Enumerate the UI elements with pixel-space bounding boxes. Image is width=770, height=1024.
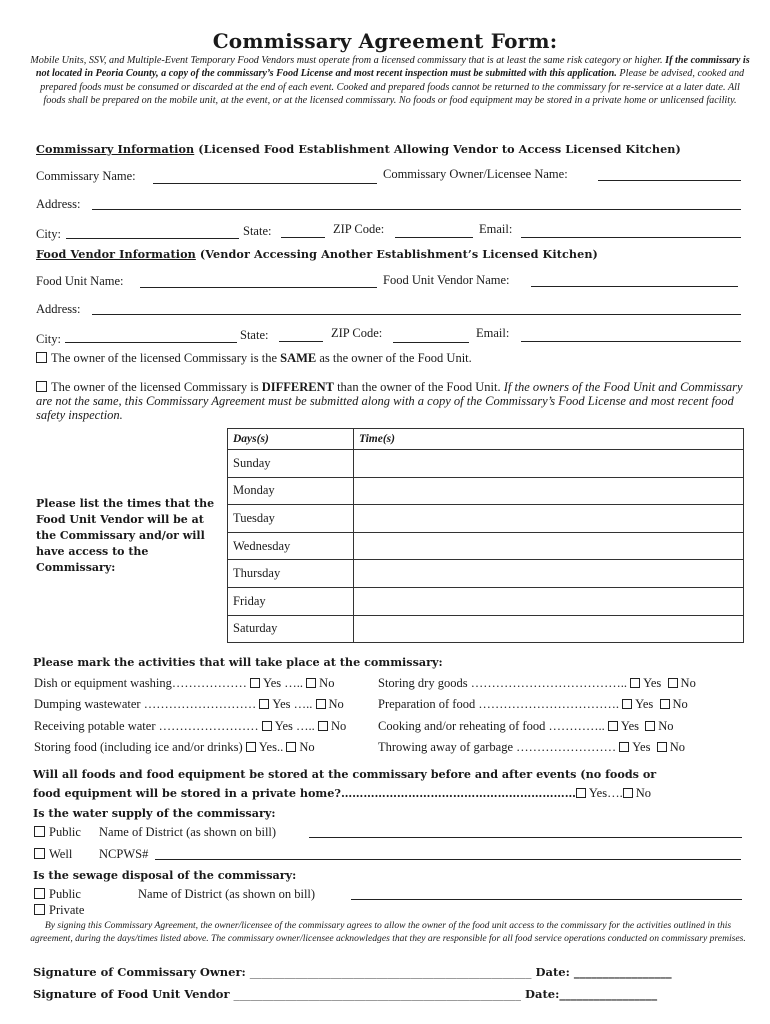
activity-no-label: No [299, 740, 315, 754]
activity-label: Storing food (including ice and/or drinks) [34, 740, 246, 754]
activity-label: Dish or equipment washing……………… [34, 676, 250, 690]
activity-yes-label: Yes [635, 697, 654, 711]
table-row [228, 615, 744, 643]
vendor-address-field[interactable] [92, 314, 741, 315]
storage-question-line2 [33, 786, 651, 801]
activity-yes-label: Yes [620, 719, 640, 733]
time-cell[interactable] [354, 450, 744, 478]
vendor-address-label: Address: [36, 302, 81, 316]
storage-no-checkbox[interactable] [623, 788, 633, 798]
commissary-state-field[interactable] [281, 237, 325, 238]
owner-different-italic: If the owners of the Food Unit and Commissary are not the same, this Commissary Agreement must be submitted along with a copy of the Commissary’s Food License and most recent food safety inspection. [36, 380, 743, 422]
commissary-address-field[interactable] [92, 209, 741, 210]
owner-same-text-bold: SAME [280, 351, 317, 365]
activity-no-label: No [330, 719, 347, 733]
commissary-zip-label: ZIP Code: [333, 222, 385, 236]
vendor-heading-rest: (Vendor Accessing Another Establishment’s Licensed Kitchen) [195, 247, 598, 261]
activity-no-label: No [669, 740, 686, 754]
water-public-checkbox[interactable] [34, 826, 45, 837]
storage-no-label: No [635, 786, 651, 800]
water-public-label: Public [49, 825, 81, 839]
activity-yes-label: Yes [643, 676, 662, 690]
food-unit-name-field[interactable] [140, 287, 377, 288]
sewage-public-option[interactable] [34, 887, 81, 902]
vendor-zip-label: ZIP Code: [331, 326, 383, 340]
activity-row [34, 676, 334, 691]
water-district-field[interactable] [309, 837, 742, 838]
vendor-state-field[interactable] [279, 341, 323, 342]
vendor-email-field[interactable] [521, 341, 741, 342]
activity-row [378, 740, 685, 755]
commissary-owner-field[interactable] [598, 180, 741, 181]
commissary-address-label: Address: [36, 197, 81, 211]
schedule-header-row [228, 429, 744, 450]
sewage-district-field[interactable] [351, 899, 742, 900]
vendor-signature-field[interactable]: __________________________________________________ [233, 987, 522, 1001]
days-column-header: Days(s) [228, 429, 354, 450]
activity-row [378, 719, 674, 734]
activity-yes-checkbox[interactable] [608, 721, 618, 731]
day-cell: Friday [228, 587, 354, 615]
ncpws-field[interactable] [155, 859, 741, 860]
commissary-city-label: City: [36, 227, 62, 241]
storage-yes-checkbox[interactable] [576, 788, 586, 798]
owner-different-text-post: than the owner of the Food Unit. [333, 380, 504, 394]
food-unit-name-label: Food Unit Name: [36, 274, 124, 288]
sewage-heading: Is the sewage disposal of the commissary: [33, 868, 297, 882]
day-cell: Saturday [228, 615, 354, 643]
agreement-disclaimer: By signing this Commissary Agreement, the owner/licensee of the commissary agrees to allow the owner of the food unit access to the commissary for the activities outlined in this agreement, during the days/times listed above. The commissary owner/licensee acknowledges that they are responsible for all food service operations conducted on commissary premises. [30, 920, 746, 944]
commissary-zip-field[interactable] [395, 237, 473, 238]
activity-yes-checkbox[interactable] [630, 678, 640, 688]
activity-yes-checkbox[interactable] [246, 742, 256, 752]
sewage-private-checkbox[interactable] [34, 904, 45, 915]
activity-no-checkbox[interactable] [645, 721, 655, 731]
vendor-date-field[interactable]: Date:_________________ [521, 987, 658, 1001]
day-cell: Monday [228, 477, 354, 505]
table-row [228, 560, 744, 588]
activity-no-checkbox[interactable] [318, 721, 328, 731]
activities-heading: Please mark the activities that will take place at the commissary: [33, 655, 443, 669]
owner-same-checkbox[interactable] [36, 352, 47, 363]
sewage-public-label: Public [49, 887, 81, 901]
table-row [228, 450, 744, 478]
activity-no-label: No [319, 676, 335, 690]
commissary-name-label: Commissary Name: [36, 169, 136, 183]
activity-no-checkbox[interactable] [657, 742, 667, 752]
vendor-signature-label: Signature of Food Unit Vendor [33, 987, 234, 1001]
intro-text-bold: If the commissary is not located in Peoria County, a copy of the commissary’s Food License and most recent inspection must be submitted with this application. [35, 55, 750, 80]
table-row [228, 532, 744, 560]
activity-yes-checkbox[interactable] [619, 742, 629, 752]
sewage-district-label: Name of District (as shown on bill) [138, 887, 316, 901]
activity-row [34, 719, 346, 734]
water-well-label: Well [49, 847, 73, 861]
vendor-city-label: City: [36, 332, 62, 346]
activity-label: Receiving potable water …………………… [34, 719, 262, 733]
activity-yes-checkbox[interactable] [250, 678, 260, 688]
activity-yes-label: Yes.. [258, 740, 284, 754]
commissary-heading-rest: (Licensed Food Establishment Allowing Vendor to Access Licensed Kitchen) [194, 142, 681, 156]
time-cell[interactable] [354, 477, 744, 505]
activity-no-checkbox[interactable] [660, 699, 670, 709]
water-supply-heading: Is the water supply of the commissary: [33, 806, 276, 820]
commissary-state-label: State: [243, 224, 272, 238]
schedule-table [227, 428, 744, 643]
commissary-section-heading [36, 142, 681, 156]
day-cell: Sunday [228, 450, 354, 478]
owner-same-option[interactable] [36, 351, 746, 365]
water-well-checkbox[interactable] [34, 848, 45, 859]
sewage-private-option[interactable] [34, 903, 84, 918]
day-cell: Wednesday [228, 532, 354, 560]
owner-signature-row [33, 965, 672, 979]
activity-row [34, 697, 344, 712]
time-cell[interactable] [354, 505, 744, 533]
day-cell: Tuesday [228, 505, 354, 533]
vendor-state-label: State: [240, 328, 269, 342]
water-district-label: Name of District (as shown on bill) [99, 825, 277, 839]
storage-question-text: food equipment will be stored in a private home?……………………………………………………… [33, 786, 576, 800]
activity-yes-label: Yes ….. [272, 697, 313, 711]
commissary-email-label: Email: [479, 222, 513, 236]
activity-yes-checkbox[interactable] [259, 699, 269, 709]
time-cell[interactable] [354, 532, 744, 560]
commissary-owner-label: Commissary Owner/Licensee Name: [383, 167, 568, 181]
vendor-zip-field[interactable] [393, 342, 469, 343]
water-well-option[interactable] [34, 847, 72, 862]
schedule-instructions: Please list the times that the Food Unit Vendor will be at the Commissary and/or will have access to the Commissary: [36, 497, 215, 574]
activity-label: Preparation of food ……………………………. [378, 697, 623, 711]
owner-same-text-post: as the owner of the Food Unit. [316, 351, 472, 365]
owner-signature-label: Signature of Commissary Owner: [33, 965, 250, 979]
ncpws-label: NCPWS# [99, 847, 149, 861]
activity-row [378, 697, 688, 712]
owner-different-text-bold: DIFFERENT [261, 380, 334, 394]
activity-no-checkbox[interactable] [306, 678, 316, 688]
activity-no-label: No [672, 697, 688, 711]
sewage-public-checkbox[interactable] [34, 888, 45, 899]
vendor-email-label: Email: [476, 326, 510, 340]
owner-same-text-pre: The owner of the licensed Commissary is the [51, 351, 281, 365]
vendor-section-heading [36, 247, 598, 261]
activity-no-label: No [658, 719, 674, 733]
water-public-option[interactable] [34, 825, 81, 840]
owner-date-field[interactable]: Date: _________________ [531, 965, 672, 979]
sewage-private-label: Private [49, 903, 85, 917]
commissary-heading-underlined: Commissary Information [36, 142, 195, 156]
activity-no-checkbox[interactable] [286, 742, 296, 752]
vendor-heading-underlined: Food Vendor Information [36, 247, 196, 261]
times-column-header: Time(s) [354, 429, 744, 450]
table-row [228, 587, 744, 615]
time-cell[interactable] [354, 587, 744, 615]
owner-different-text-pre: The owner of the licensed Commissary is [51, 380, 262, 394]
activity-yes-label: Yes ….. [274, 719, 315, 733]
activity-yes-label: Yes ….. [262, 676, 304, 690]
activity-label: Cooking and/or reheating of food ………….. [378, 719, 608, 733]
intro-text-3: Please be advised, cooked and prepared foods must be consumed or discarded at the end of each event. Cooked and prepared foods cannot be returned to the commissary for re-service at a later date. All foods shall be prepared on the mobile unit, at the event, or at the licensed commissary. No foods or food equipment may be stored in a private home or unlicensed facility. [40, 68, 745, 107]
activity-no-checkbox[interactable] [316, 699, 326, 709]
activity-label: Dumping wastewater ……………………… [34, 697, 260, 711]
owner-signature-field[interactable]: _________________________________________________ [249, 965, 532, 979]
activity-yes-label: Yes [632, 740, 651, 754]
commissary-name-field[interactable] [153, 183, 377, 184]
activity-label: Throwing away of garbage …………………… [378, 740, 620, 754]
page-title: Commissary Agreement Form: [212, 29, 558, 53]
commissary-email-field[interactable] [521, 237, 741, 238]
time-cell[interactable] [354, 560, 744, 588]
activity-yes-checkbox[interactable] [262, 721, 272, 731]
food-unit-vendor-label: Food Unit Vendor Name: [383, 273, 510, 287]
vendor-city-field[interactable] [65, 342, 237, 343]
activity-row [34, 740, 315, 755]
vendor-signature-row [33, 987, 657, 1001]
time-cell[interactable] [354, 615, 744, 643]
intro-text-1: Mobile Units, SSV, and Multiple-Event Temporary Food Vendors must operate from a licensed commissary that is at least the same risk category or higher. [30, 55, 666, 66]
owner-different-checkbox[interactable] [36, 381, 47, 392]
activity-no-label: No [680, 676, 696, 690]
activity-no-checkbox[interactable] [668, 678, 678, 688]
storage-yes-label: Yes…. [588, 786, 623, 800]
table-row [228, 505, 744, 533]
intro-paragraph [30, 54, 750, 108]
food-unit-vendor-field[interactable] [531, 286, 738, 287]
table-row [228, 477, 744, 505]
activity-no-label: No [328, 697, 344, 711]
owner-different-option[interactable] [36, 380, 748, 422]
activity-row [378, 676, 696, 691]
activity-label: Storing dry goods ……………………………….. [378, 676, 631, 690]
day-cell: Thursday [228, 560, 354, 588]
storage-question-line1: Will all foods and food equipment be stored at the commissary before and after events (no foods or [33, 767, 657, 781]
commissary-city-field[interactable] [66, 238, 239, 239]
activity-yes-checkbox[interactable] [622, 699, 632, 709]
